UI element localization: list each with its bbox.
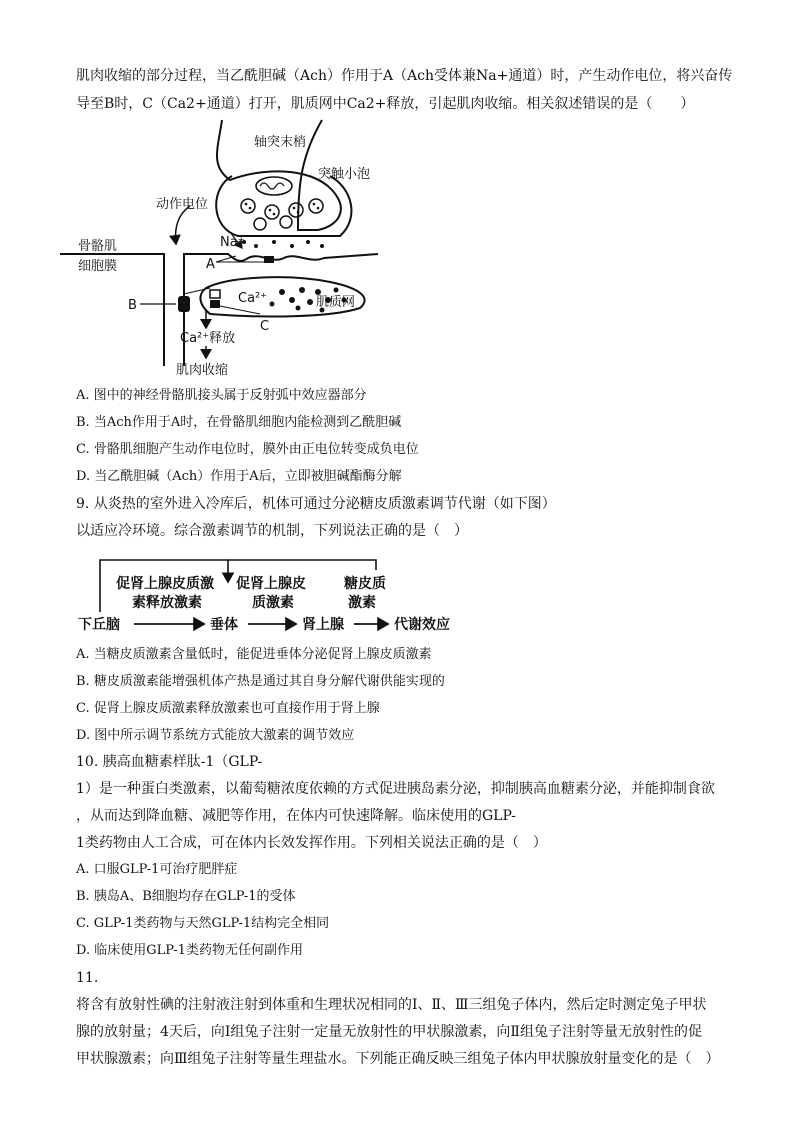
label-ca-release: Ca²⁺释放 [180, 331, 236, 346]
node-hypothalamus: 下丘脑 [78, 617, 120, 633]
label-a: A [206, 257, 215, 272]
q10-option-d: D. 临床使用GLP-1类药物无任何副作用 [76, 943, 303, 958]
label-b: B [128, 298, 137, 313]
label-membrane-line2: 细胞膜 [78, 259, 118, 274]
hormone-axis-figure [76, 552, 476, 638]
q11-stem-line3: 甲状腺激素；向Ⅲ组兔子注射等量生理盐水。下列能正确反映三组兔子体内甲状腺放射量变化的是（ ） [76, 1051, 720, 1067]
q8-stem-line1: 肌肉收缩的部分过程，当乙酰胆碱（Ach）作用于A（Ach受体兼Na+通道）时，产生动作电位，将兴奋传 [76, 68, 733, 84]
q10-option-b: B. 胰岛A、B细胞均存在GLP-1的受体 [76, 889, 296, 904]
node-adrenal: 肾上腺 [302, 617, 344, 633]
q10-stem-line3: ，从而达到降血糖、减肥等作用，在体内可快速降解。临床使用的GLP- [76, 808, 516, 824]
label-ca-inside: Ca²⁺ [238, 291, 268, 306]
label-axon-terminal: 轴突末梢 [254, 135, 307, 150]
q10-stem-line2: 1）是一种蛋白类激素，以葡萄糖浓度依赖的方式促进胰岛素分泌，抑制胰高血糖素分泌，并能抑制食欲 [76, 781, 715, 797]
label-gc-line1: 糖皮质 [344, 576, 386, 592]
label-contraction: 肌肉收缩 [176, 363, 229, 378]
q11-number: 11. [76, 970, 99, 986]
label-acth-line2: 质激素 [252, 595, 294, 611]
q9-stem-line1: 9. 从炎热的室外进入冷库后，机体可通过分泌糖皮质激素调节代谢（如下图） [76, 496, 556, 512]
mitochondrion [256, 177, 292, 195]
q9-stem-line2: 以适应冷环境。综合激素调节的机制，下列说法正确的是（ ） [76, 523, 468, 539]
label-gc-line2: 激素 [348, 595, 376, 611]
q9-option-a: A. 当糖皮质激素含量低时，能促进垂体分泌促肾上腺皮质激素 [76, 647, 432, 662]
label-crh-line2: 素释放激素 [132, 595, 202, 611]
q9-option-b: B. 糖皮质激素能增强机体产热是通过其自身分解代谢供能实现的 [76, 674, 445, 689]
label-action-potential: 动作电位 [156, 197, 209, 212]
label-crh-line1: 促肾上腺皮质激 [116, 576, 214, 592]
neuromuscular-junction-figure [60, 118, 380, 380]
label-synaptic-vesicle: 突触小泡 [318, 167, 371, 182]
label-sarcoplasmic: 肌质网 [316, 295, 356, 310]
q10-stem-line4: 1类药物由人工合成，可在体内长效发挥作用。下列相关说法正确的是（ ） [76, 835, 547, 851]
q10-stem-line1: 10. 胰高血糖素样肽-1（GLP- [76, 754, 263, 770]
q10-option-c: C. GLP-1类药物与天然GLP-1结构完全相同 [76, 916, 330, 931]
channel-b [178, 296, 190, 312]
q8-option-a: A. 图中的神经骨骼肌接头属于反射弧中效应器部分 [76, 388, 367, 403]
label-acth-line1: 促肾上腺皮 [236, 576, 306, 592]
label-c: C [260, 319, 270, 334]
q11-stem-line1: 将含有放射性碘的注射液注射到体重和生理状况相同的Ⅰ、Ⅱ、Ⅲ三组兔子体内，然后定时测定兔子甲状 [76, 997, 707, 1013]
q8-option-b: B. 当Ach作用于A时，在骨骼肌细胞内能检测到乙酰胆碱 [76, 415, 402, 430]
q8-stem-line2: 导至B时，C（Ca2+通道）打开，肌质网中Ca2+释放，引起肌肉收缩。相关叙述错误的是（ ） [76, 96, 695, 112]
synaptic-vesicles [241, 199, 323, 230]
q10-option-a: A. 口服GLP-1可治疗肥胖症 [76, 862, 238, 877]
channel-c [210, 290, 220, 298]
q8-option-c: C. 骨骼肌细胞产生动作电位时，膜外由正电位转变成负电位 [76, 442, 419, 457]
q11-stem-line2: 腺的放射量；4天后，向Ⅰ组兔子注射一定量无放射性的甲状腺激素，向Ⅱ组兔子注射等量无放射性的促 [76, 1024, 702, 1040]
q8-option-d: D. 当乙酰胆碱（Ach）作用于A后，立即被胆碱酯酶分解 [76, 469, 402, 484]
label-membrane-line1: 骨骼肌 [78, 239, 118, 254]
q9-option-d: D. 图中所示调节系统方式能放大激素的调节效应 [76, 728, 355, 743]
label-na: Na⁺ [220, 235, 245, 250]
node-metabolic-effect: 代谢效应 [394, 617, 450, 633]
node-pituitary: 垂体 [210, 617, 238, 633]
q9-option-c: C. 促肾上腺皮质激素释放激素也可直接作用于肾上腺 [76, 701, 380, 716]
